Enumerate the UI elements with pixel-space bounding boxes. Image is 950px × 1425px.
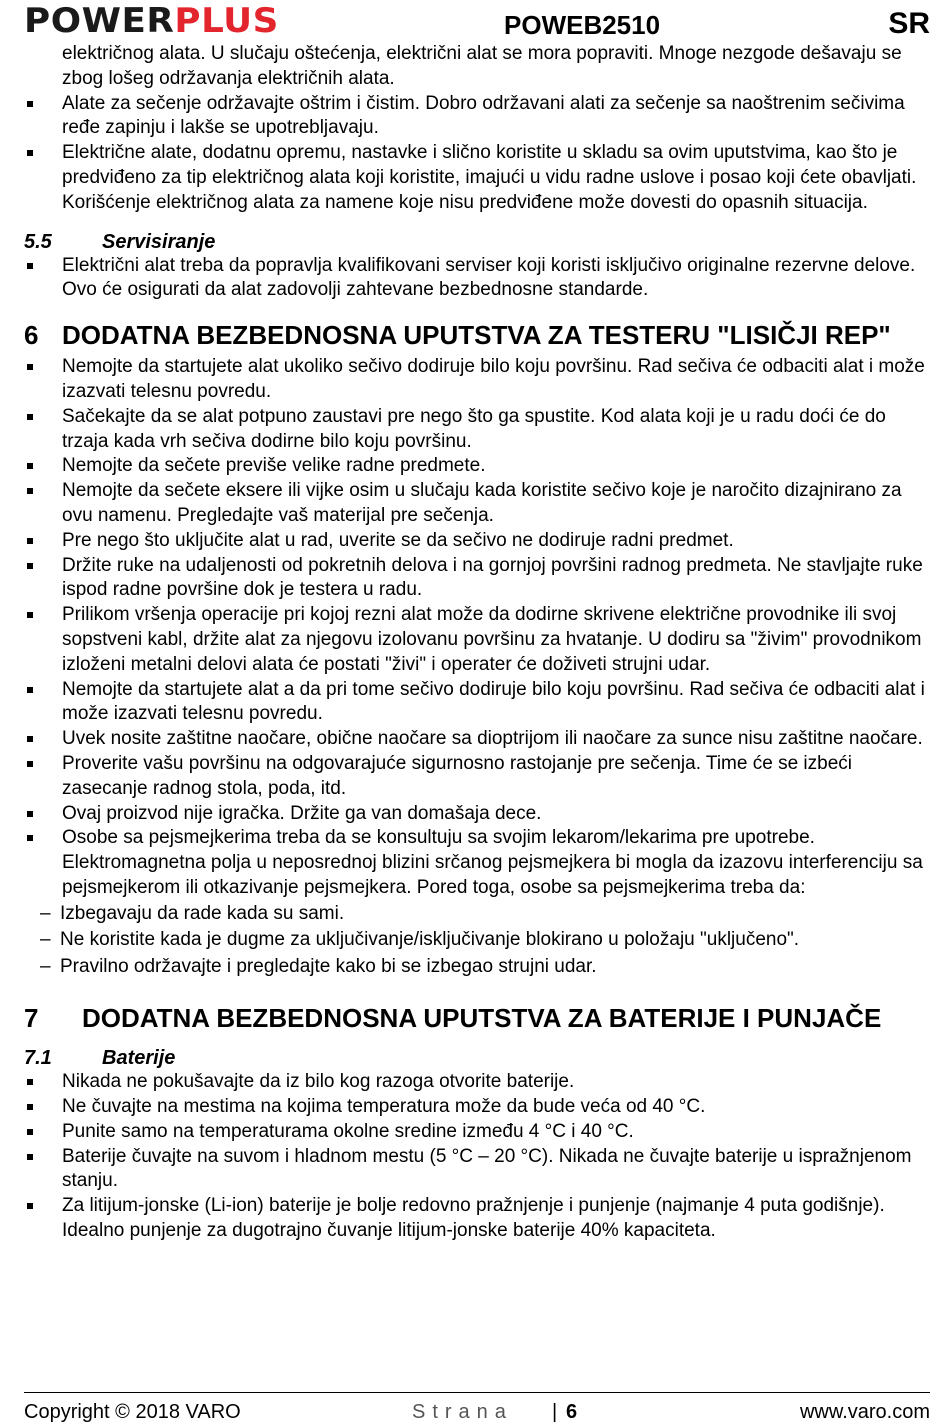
page-footer xyxy=(24,1392,930,1425)
saw-safety-list xyxy=(24,355,929,851)
list-item: Električni alat treba da popravlja kvalifikovani serviser koji koristi isključivo originalne rezervne delove. Ovo će osigurati da alat zadovolji zahtevane bezbednosne standarde. xyxy=(24,254,929,304)
list-item: Alate za sečenje održavajte oštrim i čistim. Dobro održavani alati za sečenje sa naoštrenim sečivima ređe zapinju i lakše se upotrebljavaju. xyxy=(24,92,929,142)
page-content xyxy=(24,42,929,1244)
list-item: Držite ruke na udaljenosti od pokretnih delova i na gornjoj površini radnog predmeta. Ne stavljajte ruke ispod radne površine dok je testera u radu. xyxy=(24,554,929,604)
section-7-heading xyxy=(24,1004,929,1032)
section-title: DODATNA BEZBEDNOSNA UPUTSTVA ZA BATERIJE I PUNJAČE xyxy=(82,1003,882,1034)
list-item: Nemojte da sečete previše velike radne predmete. xyxy=(24,454,929,479)
model-number: POWEB2510 xyxy=(504,10,661,40)
brand-logo: POWERPLUS xyxy=(24,1,279,41)
continuation-text: električnog alata. U slučaju oštećenja, električni alat se mora popraviti. Mnoge nezgode dešavaju se zbog lošeg održavanja električnih alata. xyxy=(62,43,902,89)
list-item: Nemojte da startujete alat a da pri tome sečivo dodiruje bilo koju površinu. Rad sečiva će odbaciti alat i može izazvati telesnu povredu. xyxy=(24,678,929,728)
section-number: 5.5 xyxy=(24,230,52,253)
servicing-list xyxy=(24,254,929,304)
page-separator: | xyxy=(552,1401,558,1423)
list-item: Za litijum-jonske (Li-ion) baterije je bolje redovno pražnjenje i punjenje (najmanje 4 puta godišnje). Idealno punjenje za dugotrajno čuvanje litijum-jonske baterije 40% kapaciteta. xyxy=(24,1194,929,1244)
maintenance-list xyxy=(24,92,929,216)
list-item: Nikada ne pokušavajte da iz bilo kog razoga otvorite baterije. xyxy=(24,1070,929,1095)
list-item: Prilikom vršenja operacije pri kojoj rezni alat može da dodirne skrivene električne provodnike ili svoj sopstveni kabl, držite alat za njegovu izolovanu površinu za hvatanje. U dodiru sa "živim" provodnikom izloženi metalni delovi alata će postati "živi" i operater će doživeti strujni udar. xyxy=(24,603,929,677)
list-item: Električne alate, dodatnu opremu, nastavke i slično koristite u skladu sa ovim uputstvima, kao što je predviđeno za tip električnog alata koji koristite, imajući u vidu radne uslove i posao koji ćete obavljati. Korišćenje električnog alata za namene koje nisu predviđene može dovesti do opasnih situacija. xyxy=(24,141,929,215)
list-item: Punite samo na temperaturama okolne sredine između 4 °C i 40 °C. xyxy=(24,1120,929,1145)
list-item: Sačekajte da se alat potpuno zaustavi pre nego što ga spustite. Kod alata koji je u radu doći će do trzaja kada vrh sečiva dodirne bilo koju površinu. xyxy=(24,405,929,455)
pacemaker-dash-list xyxy=(24,901,929,981)
section-number: 6 xyxy=(24,320,39,351)
dash-item: – Pravilno održavajte i pregledajte kako bi se izbegao strujni udar. xyxy=(24,954,929,981)
section-title: Baterije xyxy=(102,1047,176,1070)
dash-item: – Izbegavaju da rade kada su sami. xyxy=(24,901,929,928)
page-header xyxy=(24,2,930,46)
section-number: 7 xyxy=(24,1003,39,1034)
page-label: Strana xyxy=(412,1401,513,1423)
copyright-text: Copyright © 2018 VARO xyxy=(24,1401,241,1423)
list-item: Uvek nosite zaštitne naočare, obične naočare sa dioptrijom ili naočare za sunce nisu zaštitne naočare. xyxy=(24,727,929,752)
section-6-heading xyxy=(24,321,929,349)
website-link[interactable]: www.varo.com xyxy=(799,1401,930,1423)
section-title: Servisiranje xyxy=(102,230,216,253)
list-item: Nemojte da startujete alat ukoliko sečivo dodiruje bilo koju površinu. Rad sečiva će odbaciti alat i može izazvati telesnu povredu. xyxy=(24,355,929,405)
pacemaker-note: Elektromagnetna polja u neposrednoj blizini srčanog pejsmejkera bi mogla da izazovu interferenciju sa pejsmejkerom ili otkazivanje pejsmejkera. Pored toga, osobe sa pejsmejkerima treba da: xyxy=(62,852,923,898)
section-number: 7.1 xyxy=(24,1047,52,1070)
battery-list xyxy=(24,1070,929,1244)
list-item: Ovaj proizvod nije igračka. Držite ga van domašaja dece. xyxy=(24,802,929,827)
list-item: Osobe sa pejsmejkerima treba da se konsultuju sa svojim lekarom/lekarima pre upotrebe. xyxy=(24,826,929,851)
list-item: Baterije čuvajte na suvom i hladnom mestu (5 °C – 20 °C). Nikada ne čuvajte baterije u ispražnjenom stanju. xyxy=(24,1145,929,1195)
list-item: Ne čuvajte na mestima na kojima temperatura može da bude veća od 40 °C. xyxy=(24,1095,929,1120)
dash-item: – Ne koristite kada je dugme za uključivanje/isključivanje blokirano u položaju "uključeno". xyxy=(24,927,929,954)
list-item: Proverite vašu površinu na odgovarajuće sigurnosno rastojanje pre sečenja. Time će se izbeći zasecanje radnog stola, poda, itd. xyxy=(24,752,929,802)
language-code: SR xyxy=(888,7,930,40)
section-5-5-heading xyxy=(24,230,929,254)
section-7-1-heading xyxy=(24,1046,929,1070)
list-item: Nemojte da sečete eksere ili vijke osim u slučaju kada koristite sečivo koje je naročito dizajnirano za ovu namenu. Pregledajte vaš materijal pre sečenja. xyxy=(24,479,929,529)
section-title: DODATNA BEZBEDNOSNA UPUTSTVA ZA TESTERU "LISIČJI REP" xyxy=(62,320,891,351)
page-number: 6 xyxy=(566,1401,578,1423)
list-item: Pre nego što uključite alat u rad, uverite se da sečivo ne dodiruje radni predmet. xyxy=(24,529,929,554)
